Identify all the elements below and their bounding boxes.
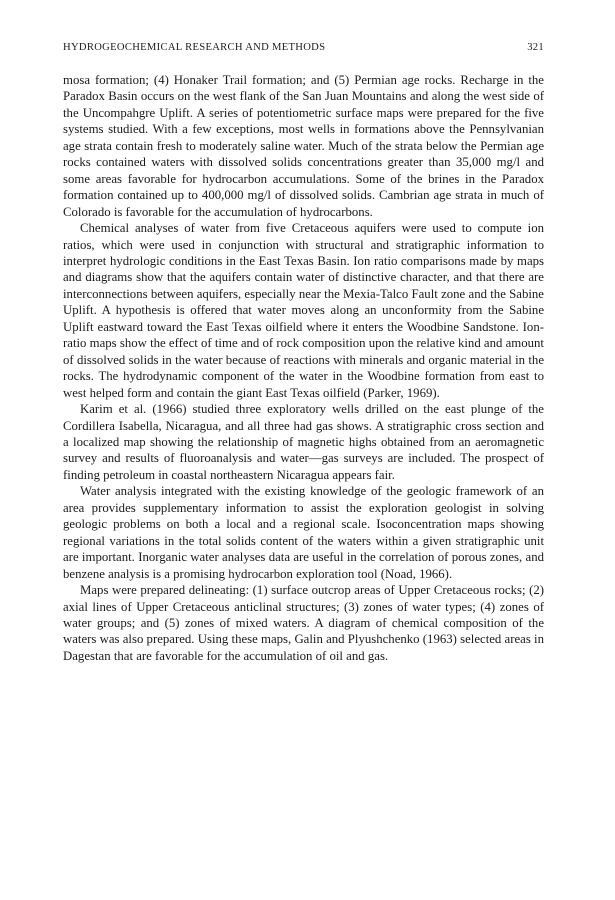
paragraph-3: Karim et al. (1966) studied three exploratory wells drilled on the east plunge of the Cordillera Isabella, Nicaragua, and all three had gas shows. A stratigraphic cross section and a localized map showing the relationship of magnetic highs obtained from an aeromagnetic survey and results of fluoroanalysis and water—gas surveys are included. The prospect of finding petroleum in coastal northeastern Nicaragua appears fair. — [63, 402, 544, 482]
paragraph-5: Maps were prepared delineating: (1) surface outcrop areas of Upper Cretaceous rocks; (2) axial lines of Upper Cretaceous anticlinal structures; (3) zones of water types; (4) zones of water groups; and (5) zones of mixed waters. A diagram of chemical composition of the waters was also prepared. Using these maps, Galin and Plyushchenko (1963) selected areas in Dagestan that are favorable for the accumulation of oil and gas. — [63, 583, 544, 663]
running-title: HYDROGEOCHEMICAL RESEARCH AND METHODS — [63, 42, 326, 53]
paragraph-1: mosa formation; (4) Honaker Trail formation; and (5) Permian age rocks. Recharge in the Paradox Basin occurs on the west flank of the San Juan Mountains and along the west side of the Uncompahgre Uplift. A series of potentiometric surface maps were prepared for the five systems studied. With a few exceptions, most wells in formations above the Pennsylvanian age strata contain fresh to moderately saline water. Much of the strata below the Permian age rocks contained waters with dissolved solids concentrations greater than 35,000 mg/l and some areas favorable for hydrocarbon accumulations. Some of the brines in the Paradox formation contained up to 400,000 mg/l of dissolved solids. Cambrian age strata in much of Colorado is favorable for the accumulation of hydrocarbons. — [63, 73, 544, 219]
page-number: 321 — [527, 42, 544, 53]
paragraph-4: Water analysis integrated with the existing knowledge of the geologic framework of an area provides supplementary information to assist the exploration geologist in solving geologic problems on both a local and a regional scale. Isoconcentration maps showing regional variations in the total solids content of the waters within a given stratigraphic unit are important. Inorganic water analyses data are useful in the correlation of porous zones, and benzene analysis is a promising hydrocarbon exploration tool (Noad, 1966). — [63, 484, 544, 581]
body-text — [63, 72, 544, 664]
paragraph-2: Chemical analyses of water from five Cretaceous aquifers were used to compute ion ratios, which were used in conjunction with structural and stratigraphic information to interpret hydrologic conditions in the East Texas Basin. Ion ratio comparisons made by maps and diagrams show that the aquifers contain water of distinctive character, and that there are interconnections between aquifers, especially near the Mexia-Talco Fault zone and the Sabine Uplift. A hypothesis is offered that water moves along an unconformity from the Sabine Uplift eastward toward the East Texas oilfield where it enters the Woodbine Sandstone. Ion-ratio maps show the effect of time and of rock composition upon the relative kind and amount of dissolved solids in the water because of reactions with minerals and organic material in the rocks. The hydrodynamic component of the water in the Woodbine formation from east to west helped form and contain the giant East Texas oilfield (Parker, 1969). — [63, 221, 544, 400]
running-head — [63, 42, 544, 53]
